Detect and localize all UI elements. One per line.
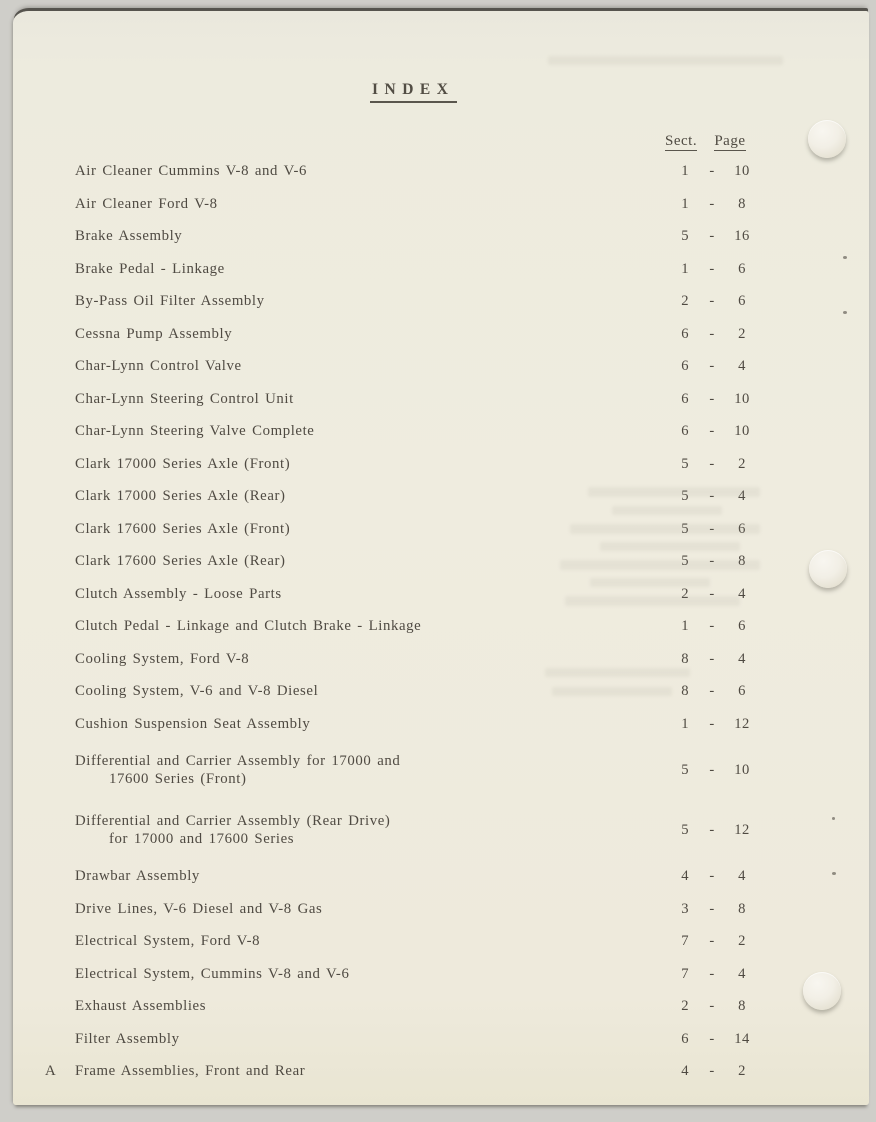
index-row bbox=[75, 261, 761, 279]
entry-section-page-ref bbox=[665, 196, 761, 213]
entry-section-page-ref bbox=[665, 293, 761, 310]
index-row bbox=[75, 358, 761, 376]
bleed-through-artifact bbox=[570, 524, 760, 534]
entry-section-page-ref bbox=[665, 716, 761, 733]
entry-section-page-ref bbox=[665, 868, 761, 885]
entry-page-number: 8 bbox=[738, 195, 746, 212]
entry-page-number: 4 bbox=[738, 488, 746, 505]
index-row bbox=[75, 326, 761, 344]
index-row bbox=[75, 456, 761, 474]
entry-title bbox=[75, 196, 665, 214]
entry-section-page-ref bbox=[665, 683, 761, 700]
entry-dash: - bbox=[709, 455, 715, 472]
entry-title bbox=[75, 326, 665, 344]
entry-dash: - bbox=[709, 390, 715, 407]
entry-section-page-ref bbox=[665, 762, 761, 779]
entry-section-page-ref bbox=[665, 618, 761, 635]
entry-section-page-ref bbox=[665, 1063, 761, 1080]
entry-sect-number: 6 bbox=[681, 1030, 689, 1047]
entry-dash: - bbox=[709, 822, 715, 838]
entry-sect-number: 1 bbox=[681, 195, 689, 212]
binder-hole-punch bbox=[809, 550, 847, 588]
index-row bbox=[75, 618, 761, 636]
entry-section-page-ref bbox=[665, 966, 761, 983]
entry-title-line1: Clark 17600 Series Axle (Front) bbox=[75, 520, 291, 537]
entry-page-number: 4 bbox=[738, 868, 746, 885]
entry-dash: - bbox=[709, 998, 715, 1015]
entry-section-page-ref bbox=[665, 423, 761, 440]
entry-title-line1: Brake Assembly bbox=[75, 228, 183, 244]
entry-title bbox=[75, 933, 665, 951]
entry-dash: - bbox=[709, 195, 715, 212]
entry-dash: - bbox=[709, 715, 715, 732]
index-row bbox=[75, 868, 761, 886]
index-row bbox=[75, 753, 761, 788]
entry-title-line1: Cooling System, V-6 and V-8 Diesel bbox=[75, 683, 319, 699]
entry-title-line1: Brake Pedal - Linkage bbox=[75, 260, 225, 277]
entry-title-line1: Drive Lines, V-6 Diesel and V-8 Gas bbox=[75, 900, 323, 917]
entry-title-line1: Char-Lynn Control Valve bbox=[75, 358, 242, 374]
entry-dash: - bbox=[709, 965, 715, 982]
entry-section-page-ref bbox=[665, 1031, 761, 1048]
entry-sect-number: 5 bbox=[681, 762, 689, 778]
entry-sect-number: 4 bbox=[681, 868, 689, 885]
index-row bbox=[75, 196, 761, 214]
entry-title-line1: Clutch Pedal - Linkage and Clutch Brake - Linkage bbox=[75, 618, 422, 634]
entry-dash: - bbox=[709, 293, 715, 310]
entry-sect-number: 8 bbox=[681, 650, 689, 667]
entry-dash: - bbox=[709, 358, 715, 375]
entry-title-line1: Exhaust Assemblies bbox=[75, 998, 207, 1014]
entry-section-page-ref bbox=[665, 456, 761, 473]
entry-dash: - bbox=[709, 585, 715, 602]
entry-title bbox=[75, 293, 665, 311]
entry-page-number: 12 bbox=[734, 715, 750, 732]
entry-section-page-ref bbox=[665, 326, 761, 343]
entry-section-page-ref bbox=[665, 228, 761, 245]
entry-title-line1: Drawbar Assembly bbox=[75, 868, 200, 884]
entry-sect-number: 6 bbox=[681, 358, 689, 375]
dirt-speck bbox=[832, 817, 835, 820]
index-row bbox=[75, 651, 761, 669]
entry-title bbox=[75, 966, 665, 984]
bleed-through-artifact bbox=[588, 487, 760, 497]
entry-sect-number: 8 bbox=[681, 683, 689, 700]
entry-section-page-ref bbox=[665, 358, 761, 375]
entry-page-number: 8 bbox=[738, 900, 746, 917]
entry-dash: - bbox=[709, 618, 715, 635]
entry-title-line1: Air Cleaner Cummins V-8 and V-6 bbox=[75, 163, 308, 179]
entry-title-line1: Char-Lynn Steering Valve Complete bbox=[75, 423, 315, 439]
entry-dash: - bbox=[709, 520, 715, 537]
index-row bbox=[75, 391, 761, 409]
entry-title-line1: Clark 17600 Series Axle (Rear) bbox=[75, 553, 286, 569]
index-row bbox=[75, 933, 761, 951]
entry-sect-number: 6 bbox=[681, 423, 689, 440]
entry-sect-number: 5 bbox=[681, 488, 689, 505]
bleed-through-artifact bbox=[545, 668, 690, 677]
entry-page-number: 8 bbox=[738, 998, 746, 1015]
index-row bbox=[75, 163, 761, 181]
entry-sect-number: 2 bbox=[681, 585, 689, 602]
entry-title-line1: Char-Lynn Steering Control Unit bbox=[75, 390, 294, 407]
entry-sect-number: 1 bbox=[681, 618, 689, 635]
entry-sect-number: 5 bbox=[681, 553, 689, 570]
entry-page-number: 10 bbox=[734, 390, 750, 407]
index-row bbox=[75, 293, 761, 311]
index-row bbox=[75, 228, 761, 246]
entry-page-number: 10 bbox=[734, 762, 750, 778]
entry-dash: - bbox=[709, 762, 715, 778]
entry-title bbox=[75, 228, 665, 246]
entry-page-number: 2 bbox=[738, 933, 746, 950]
entry-title bbox=[75, 163, 665, 181]
entry-section-page-ref bbox=[665, 933, 761, 950]
entry-title-line1: Air Cleaner Ford V-8 bbox=[75, 195, 218, 212]
entry-section-page-ref bbox=[665, 391, 761, 408]
index-row bbox=[75, 901, 761, 919]
entry-dash: - bbox=[709, 163, 715, 180]
entry-page-number: 6 bbox=[738, 520, 746, 537]
entry-title-line1: Electrical System, Cummins V-8 and V-6 bbox=[75, 965, 350, 982]
entry-title-line1: By-Pass Oil Filter Assembly bbox=[75, 293, 265, 309]
entry-section-page-ref bbox=[665, 651, 761, 668]
entry-title bbox=[75, 901, 665, 919]
entry-sect-number: 6 bbox=[681, 390, 689, 407]
entry-title-line1: Cessna Pump Assembly bbox=[75, 325, 233, 342]
entry-title bbox=[75, 618, 665, 636]
index-row bbox=[75, 813, 761, 848]
entry-title bbox=[75, 1063, 665, 1081]
entry-sect-number: 4 bbox=[681, 1063, 689, 1080]
entry-sect-number: 2 bbox=[681, 293, 689, 310]
entry-page-number: 6 bbox=[738, 618, 746, 635]
index-row bbox=[75, 998, 761, 1016]
entry-title bbox=[75, 753, 665, 788]
entry-title bbox=[75, 716, 665, 734]
entry-dash: - bbox=[709, 325, 715, 342]
index-row bbox=[75, 716, 761, 734]
sect-column-header: Sect. bbox=[665, 133, 698, 149]
entry-title-line1: Differential and Carrier Assembly for 17000 and bbox=[75, 753, 401, 769]
entry-title bbox=[75, 391, 665, 409]
page-title: INDEX bbox=[370, 81, 457, 103]
entry-page-number: 14 bbox=[734, 1030, 750, 1047]
dirt-speck bbox=[843, 311, 847, 314]
entry-page-number: 2 bbox=[738, 455, 746, 472]
entry-section-page-ref bbox=[665, 163, 761, 180]
entry-page-number: 4 bbox=[738, 358, 746, 375]
entry-section-page-ref bbox=[665, 998, 761, 1015]
entry-sect-number: 5 bbox=[681, 228, 689, 245]
index-entry-list bbox=[45, 163, 761, 1096]
entry-dash: - bbox=[709, 228, 715, 245]
entry-section-page-ref bbox=[665, 822, 761, 839]
entry-dash: - bbox=[709, 900, 715, 917]
bleed-through-artifact bbox=[590, 578, 710, 587]
entry-dash: - bbox=[709, 683, 715, 700]
column-header bbox=[665, 133, 746, 150]
entry-title-line1: Filter Assembly bbox=[75, 1030, 180, 1047]
entry-page-number: 16 bbox=[734, 228, 750, 245]
entry-sect-number: 1 bbox=[681, 715, 689, 732]
entry-title-line2: 17600 Series (Front) bbox=[109, 770, 247, 787]
entry-title-line1: Clark 17000 Series Axle (Front) bbox=[75, 455, 291, 472]
entry-dash: - bbox=[709, 650, 715, 667]
dirt-speck bbox=[843, 256, 847, 259]
entry-sect-number: 2 bbox=[681, 998, 689, 1015]
entry-sect-number: 7 bbox=[681, 933, 689, 950]
entry-sect-number: 7 bbox=[681, 965, 689, 982]
entry-dash: - bbox=[709, 423, 715, 440]
paper-sheet bbox=[13, 11, 869, 1105]
entry-page-number: 8 bbox=[738, 553, 746, 570]
entry-title-line1: Frame Assemblies, Front and Rear bbox=[75, 1063, 306, 1079]
entry-title bbox=[75, 998, 665, 1016]
entry-sect-number: 6 bbox=[681, 325, 689, 342]
entry-page-number: 2 bbox=[738, 1063, 746, 1080]
binder-hole-punch bbox=[803, 972, 841, 1010]
entry-title-line2: for 17000 and 17600 Series bbox=[109, 830, 295, 847]
bleed-through-artifact bbox=[612, 506, 722, 515]
entry-sect-number: 1 bbox=[681, 163, 689, 180]
entry-section-page-ref bbox=[665, 901, 761, 918]
entry-page-number: 10 bbox=[734, 423, 750, 440]
index-row bbox=[75, 423, 761, 441]
entry-title bbox=[75, 651, 665, 669]
entry-page-number: 10 bbox=[734, 163, 750, 180]
entry-page-number: 12 bbox=[734, 822, 750, 838]
entry-section-page-ref bbox=[665, 261, 761, 278]
bleed-through-artifact bbox=[600, 542, 740, 551]
entry-page-number: 4 bbox=[738, 650, 746, 667]
entry-title bbox=[75, 868, 665, 886]
entry-title-line1: Cushion Suspension Seat Assembly bbox=[75, 715, 311, 732]
entry-title-line1: Clark 17000 Series Axle (Rear) bbox=[75, 488, 286, 504]
entry-title bbox=[75, 423, 665, 441]
entry-dash: - bbox=[709, 868, 715, 885]
bleed-through-artifact bbox=[560, 560, 760, 570]
entry-title-line1: Electrical System, Ford V-8 bbox=[75, 933, 261, 949]
entry-title bbox=[75, 813, 665, 848]
entry-dash: - bbox=[709, 1063, 715, 1080]
index-row bbox=[45, 1063, 761, 1081]
entry-page-number: 6 bbox=[738, 683, 746, 700]
entry-title bbox=[75, 261, 665, 279]
entry-page-number: 2 bbox=[738, 325, 746, 342]
entry-dash: - bbox=[709, 488, 715, 505]
section-letter-marker: A bbox=[45, 1063, 57, 1079]
bleed-through-artifact bbox=[548, 56, 783, 65]
entry-title-line1: Cooling System, Ford V-8 bbox=[75, 650, 250, 667]
entry-page-number: 6 bbox=[738, 260, 746, 277]
entry-title bbox=[75, 488, 665, 506]
binder-hole-punch bbox=[808, 120, 846, 158]
bleed-through-artifact bbox=[565, 596, 740, 606]
entry-sect-number: 5 bbox=[681, 520, 689, 537]
dirt-speck bbox=[832, 872, 836, 875]
entry-sect-number: 1 bbox=[681, 260, 689, 277]
index-row bbox=[75, 1031, 761, 1049]
entry-title-line1: Clutch Assembly - Loose Parts bbox=[75, 585, 282, 602]
entry-title bbox=[75, 456, 665, 474]
entry-title bbox=[75, 358, 665, 376]
entry-title bbox=[75, 1031, 665, 1049]
page-column-header: Page bbox=[714, 133, 746, 149]
entry-page-number: 6 bbox=[738, 293, 746, 310]
entry-sect-number: 3 bbox=[681, 900, 689, 917]
entry-page-number: 4 bbox=[738, 965, 746, 982]
entry-dash: - bbox=[709, 1030, 715, 1047]
entry-page-number: 4 bbox=[738, 585, 746, 602]
entry-title-line1: Differential and Carrier Assembly (Rear Drive) bbox=[75, 813, 391, 829]
entry-sect-number: 5 bbox=[681, 455, 689, 472]
index-row bbox=[75, 966, 761, 984]
entry-sect-number: 5 bbox=[681, 822, 689, 838]
bleed-through-artifact bbox=[552, 687, 672, 696]
entry-dash: - bbox=[709, 260, 715, 277]
entry-dash: - bbox=[709, 933, 715, 950]
entry-dash: - bbox=[709, 553, 715, 570]
